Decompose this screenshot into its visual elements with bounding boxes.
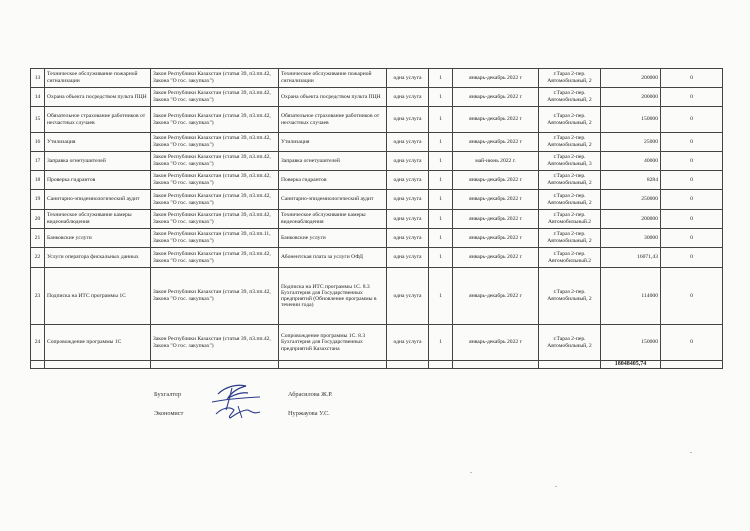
table-row — [31, 69, 723, 88]
table-row — [31, 325, 723, 361]
row-law-reference: Закон Республики Казахстан (статья 39, п3.пп.42, Закона "О гос. закупках") — [151, 88, 279, 107]
row-place: г.Тараз 2-пер. Автомобильный, 2 — [539, 171, 601, 190]
row-number: 15 — [31, 107, 45, 133]
row-unit: одна услуга — [387, 152, 429, 171]
row-quantity: 1 — [429, 88, 453, 107]
total-row — [31, 361, 723, 369]
row-zero: 0 — [661, 107, 723, 133]
row-law-reference: Закон Республики Казахстан (статья 39, п3.пп.42, Закона "О гос. закупках") — [151, 152, 279, 171]
row-quantity: 1 — [429, 107, 453, 133]
table-row — [31, 171, 723, 190]
row-period: январь-декабрь 2022 г — [453, 88, 539, 107]
row-description: Банковские услуги — [279, 229, 387, 248]
row-description: Заправка огнетушителей — [279, 152, 387, 171]
row-zero: 0 — [661, 325, 723, 361]
row-quantity: 1 — [429, 210, 453, 229]
row-zero: 0 — [661, 171, 723, 190]
row-quantity: 1 — [429, 248, 453, 268]
row-description: Обязательное страхование работников от несчастных случаев — [279, 107, 387, 133]
row-unit: одна услуга — [387, 171, 429, 190]
row-law-reference: Закон Республики Казахстан (статья 39, п3.пп.42, Закона "О гос. закупках") — [151, 325, 279, 361]
table-row — [31, 210, 723, 229]
row-amount: 200000 — [601, 69, 661, 88]
handwritten-signature — [208, 380, 278, 422]
economist-title: Экономист — [154, 410, 184, 417]
row-quantity: 1 — [429, 69, 453, 88]
row-period: январь-декабрь 2022 г — [453, 325, 539, 361]
row-description: Утилизация — [279, 133, 387, 152]
procurement-table — [30, 68, 723, 369]
row-service-name: Подписка на ИТС программы 1С — [45, 268, 151, 325]
grand-total: 18048405,74 — [601, 361, 661, 369]
table-row — [31, 152, 723, 171]
total-empty-cell — [661, 361, 723, 369]
table-row — [31, 248, 723, 268]
row-zero: 0 — [661, 268, 723, 325]
table-row — [31, 133, 723, 152]
row-number: 18 — [31, 171, 45, 190]
row-unit: одна услуга — [387, 88, 429, 107]
row-amount: 25000 — [601, 133, 661, 152]
row-period: январь-декабрь 2022 г — [453, 190, 539, 210]
row-period: январь-декабрь 2022 г — [453, 210, 539, 229]
row-unit: одна услуга — [387, 190, 429, 210]
row-number: 22 — [31, 248, 45, 268]
row-number: 17 — [31, 152, 45, 171]
row-place: г.Тараз 2-пер. Автомобильный, 2 — [539, 229, 601, 248]
row-description: Техническое обслуживание камеры видеонаблюдения — [279, 210, 387, 229]
total-empty-cell — [31, 361, 45, 369]
row-description: Абонентская плата за услуги ОФД — [279, 248, 387, 268]
total-empty-cell — [45, 361, 151, 369]
row-quantity: 1 — [429, 325, 453, 361]
row-amount: 150000 — [601, 325, 661, 361]
row-zero: 0 — [661, 69, 723, 88]
table-row — [31, 268, 723, 325]
row-description: Охрана объекта посредством пульта ПЦН — [279, 88, 387, 107]
row-number: 20 — [31, 210, 45, 229]
total-empty-cell — [279, 361, 387, 369]
row-number: 23 — [31, 268, 45, 325]
row-quantity: 1 — [429, 229, 453, 248]
row-zero: 0 — [661, 88, 723, 107]
row-unit: одна услуга — [387, 248, 429, 268]
row-service-name: Санитарно-эпидемиологический аудит — [45, 190, 151, 210]
row-place: г.Тараз 2-пер. Автомобильный, 2 — [539, 268, 601, 325]
row-amount: 16071,43 — [601, 248, 661, 268]
row-service-name: Проверка гидрантов — [45, 171, 151, 190]
row-zero: 0 — [661, 133, 723, 152]
total-empty-cell — [387, 361, 429, 369]
row-number: 24 — [31, 325, 45, 361]
table-row — [31, 88, 723, 107]
row-unit: одна услуга — [387, 210, 429, 229]
row-amount: 150000 — [601, 107, 661, 133]
row-law-reference: Закон Республики Казахстан (статья 39, п3.пп.42, Закона "О гос. закупках") — [151, 248, 279, 268]
row-place: г.Тараз 2-пер. Автомобильный, 2 — [539, 107, 601, 133]
row-law-reference: Закон Республики Казахстан (статья 39, п3.пп.11, Закона "О гос. закупках") — [151, 229, 279, 248]
row-law-reference: Закон Республики Казахстан (статья 39, п3.пп.42, Закона "О гос. закупках") — [151, 171, 279, 190]
row-service-name: Сопровождение программы 1С — [45, 325, 151, 361]
row-place: г.Тараз 2-пер. Автомобильный, 2 — [539, 190, 601, 210]
table-row — [31, 229, 723, 248]
row-law-reference: Закон Республики Казахстан (статья 39, п3.пп.42, Закона "О гос. закупках") — [151, 210, 279, 229]
row-zero: 0 — [661, 152, 723, 171]
scan-speck — [690, 452, 692, 453]
row-period: январь-декабрь 2022 г — [453, 133, 539, 152]
row-unit: одна услуга — [387, 268, 429, 325]
row-unit: одна услуга — [387, 133, 429, 152]
row-law-reference: Закон Республики Казахстан (статья 39, п3.пп.42, Закона "О гос. закупках") — [151, 69, 279, 88]
row-number: 14 — [31, 88, 45, 107]
total-empty-cell — [151, 361, 279, 369]
row-service-name: Техническое обслуживание пожарной сигнализации — [45, 69, 151, 88]
row-period: январь-декабрь 2022 г — [453, 268, 539, 325]
total-empty-cell — [539, 361, 601, 369]
row-zero: 0 — [661, 210, 723, 229]
row-zero: 0 — [661, 229, 723, 248]
row-period: январь-декабрь 2022 г — [453, 248, 539, 268]
table-body — [31, 69, 723, 369]
row-amount: 200000 — [601, 88, 661, 107]
row-service-name: Заправка огнетушителей — [45, 152, 151, 171]
row-quantity: 1 — [429, 171, 453, 190]
row-amount: 8284 — [601, 171, 661, 190]
row-law-reference: Закон Республики Казахстан (статья 39, п3.пп.42, Закона "О гос. закупках") — [151, 268, 279, 325]
row-unit: одна услуга — [387, 69, 429, 88]
row-description: Поверка гидрантов — [279, 171, 387, 190]
row-service-name: Услуги оператора фискальных данных — [45, 248, 151, 268]
row-zero: 0 — [661, 190, 723, 210]
accountant-title: Бухгалтер — [154, 391, 182, 398]
row-amount: 30000 — [601, 229, 661, 248]
row-place: г.Тараз 2-пер. Автомобильный.2 — [539, 248, 601, 268]
row-quantity: 1 — [429, 190, 453, 210]
row-number: 16 — [31, 133, 45, 152]
row-period: январь-декабрь 2022 г — [453, 229, 539, 248]
row-service-name: Охрана объекта посредством пульта ПЦН — [45, 88, 151, 107]
row-quantity: 1 — [429, 133, 453, 152]
row-description: Техническое обслуживание пожарной сигнализации — [279, 69, 387, 88]
row-period: январь-декабрь 2022 г — [453, 171, 539, 190]
row-service-name: Утилизация — [45, 133, 151, 152]
row-unit: одна услуга — [387, 325, 429, 361]
row-zero: 0 — [661, 248, 723, 268]
total-empty-cell — [429, 361, 453, 369]
row-service-name: Техническое обслуживание камеры видеонаблюдения — [45, 210, 151, 229]
row-period: январь-декабрь 2022 г — [453, 107, 539, 133]
table-row — [31, 190, 723, 210]
row-place: г.Тараз 2-пер. Автомобильный, 2 — [539, 69, 601, 88]
row-place: г.Тараз 2-пер. Автомобильный, 2 — [539, 133, 601, 152]
row-period: январь-декабрь 2022 г — [453, 69, 539, 88]
row-amount: 250000 — [601, 190, 661, 210]
row-number: 19 — [31, 190, 45, 210]
row-service-name: Банковские услуги — [45, 229, 151, 248]
row-place: г.Тараз 2-пер. Автомобильный, 2 — [539, 88, 601, 107]
row-place: г.Тараз 2-пер. Автомобильный.2 — [539, 210, 601, 229]
row-quantity: 1 — [429, 268, 453, 325]
row-number: 13 — [31, 69, 45, 88]
row-amount: 40000 — [601, 152, 661, 171]
row-period: май-июнь 2022 г. — [453, 152, 539, 171]
row-unit: одна услуга — [387, 107, 429, 133]
row-description: Сопровождение программы 1С. 8.3 Бухгалтерия для Государственных предприятий Казахстана — [279, 325, 387, 361]
row-description: Подписка на ИТС программы 1С. 8.3 Бухгалтерия для Государственных предприятий (Обновление программы в течении года) — [279, 268, 387, 325]
row-place: г.Тараз 2-пер. Автомобильный, 2 — [539, 325, 601, 361]
row-amount: 200000 — [601, 210, 661, 229]
row-number: 21 — [31, 229, 45, 248]
row-place: г.Тараз 2-пер. Автомобильный, 3 — [539, 152, 601, 171]
accountant-name: Абрасилова Ж.Р. — [288, 391, 333, 398]
row-law-reference: Закон Республики Казахстан (статья 39, п3.пп.42, Закона "О гос. закупках") — [151, 133, 279, 152]
row-law-reference: Закон Республики Казахстан (статья 39, п3.пп.42, Закона "О гос. закупках") — [151, 190, 279, 210]
row-description: Санитарно-эпидемиологический аудит — [279, 190, 387, 210]
row-law-reference: Закон Республики Казахстан (статья 39, п3.пп.42, Закона "О гос. закупках") — [151, 107, 279, 133]
scan-speck — [555, 486, 557, 487]
total-empty-cell — [453, 361, 539, 369]
row-unit: одна услуга — [387, 229, 429, 248]
scan-speck — [470, 472, 472, 473]
row-quantity: 1 — [429, 152, 453, 171]
row-service-name: Обязательное страхование работников от несчастных случаев — [45, 107, 151, 133]
row-amount: 114000 — [601, 268, 661, 325]
table-row — [31, 107, 723, 133]
economist-name: Нуржауова У.С. — [288, 410, 330, 417]
